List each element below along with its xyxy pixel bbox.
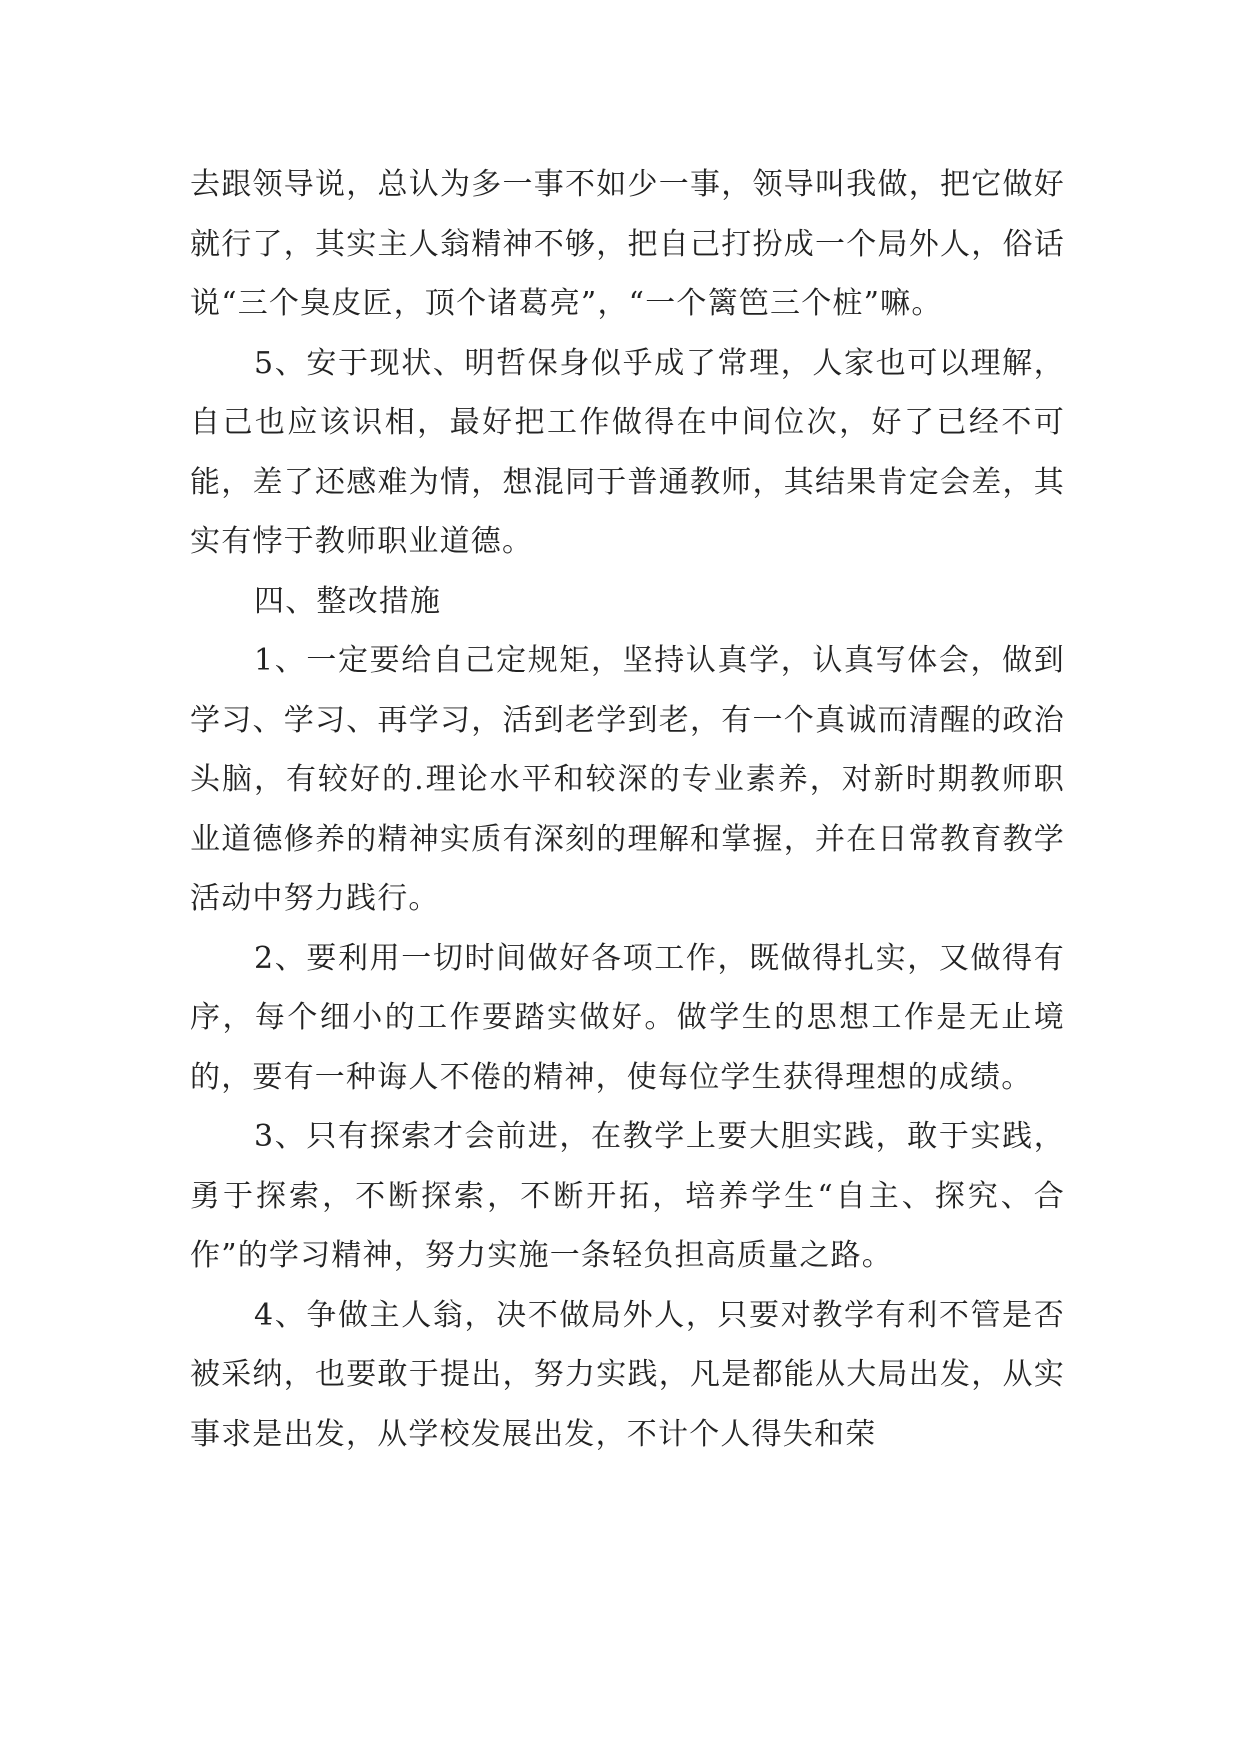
section-heading-measures: 四、整改措施	[254, 583, 442, 619]
paragraph-measure-2: 2、要利用一切时间做好各项工作，既做得扎实，又做得有序，每个细小的工作要踏实做好。做学生的思想工作是无止境的，要有一种诲人不倦的精神，使每位学生获得理想的成绩。	[190, 940, 1065, 1095]
paragraph-measure-3: 3、只有探索才会前进，在教学上要大胆实践，敢于实践，勇于探索，不断探索，不断开拓，培养学生“自主、探究、合作”的学习精神，努力实施一条轻负担高质量之路。	[190, 1119, 1065, 1273]
paragraph-measure-1: 1、一定要给自己定规矩，坚持认真学，认真写体会，做到学习、学习、再学习，活到老学到老，有一个真诚而清醒的政治头脑，有较好的.理论水平和较深的专业素养，对新时期教师职业道德修养的精神实质有深刻的理解和掌握，并在日常教育教学活动中努力践行。	[190, 643, 1065, 916]
document-body	[190, 155, 1065, 1464]
paragraph-item-5: 5、安于现状、明哲保身似乎成了常理，人家也可以理解，自己也应该识相，最好把工作做得在中间位次，好了已经不可能，差了还感难为情，想混同于普通教师，其结果肯定会差，其实有悖于教师职业道德。	[190, 345, 1065, 559]
paragraph-measure-4: 4、争做主人翁，决不做局外人，只要对教学有利不管是否被采纳，也要敢于提出，努力实践，凡是都能从大局出发，从实事求是出发，从学校发展出发，不计个人得失和荣	[190, 1297, 1065, 1452]
paragraph-continued: 去跟领导说，总认为多一事不如少一事，领导叫我做，把它做好就行了，其实主人翁精神不够，把自己打扮成一个局外人，俗话说“三个臭皮匠，顶个诸葛亮”，“一个篱笆三个桩”嘛。	[190, 167, 1065, 321]
